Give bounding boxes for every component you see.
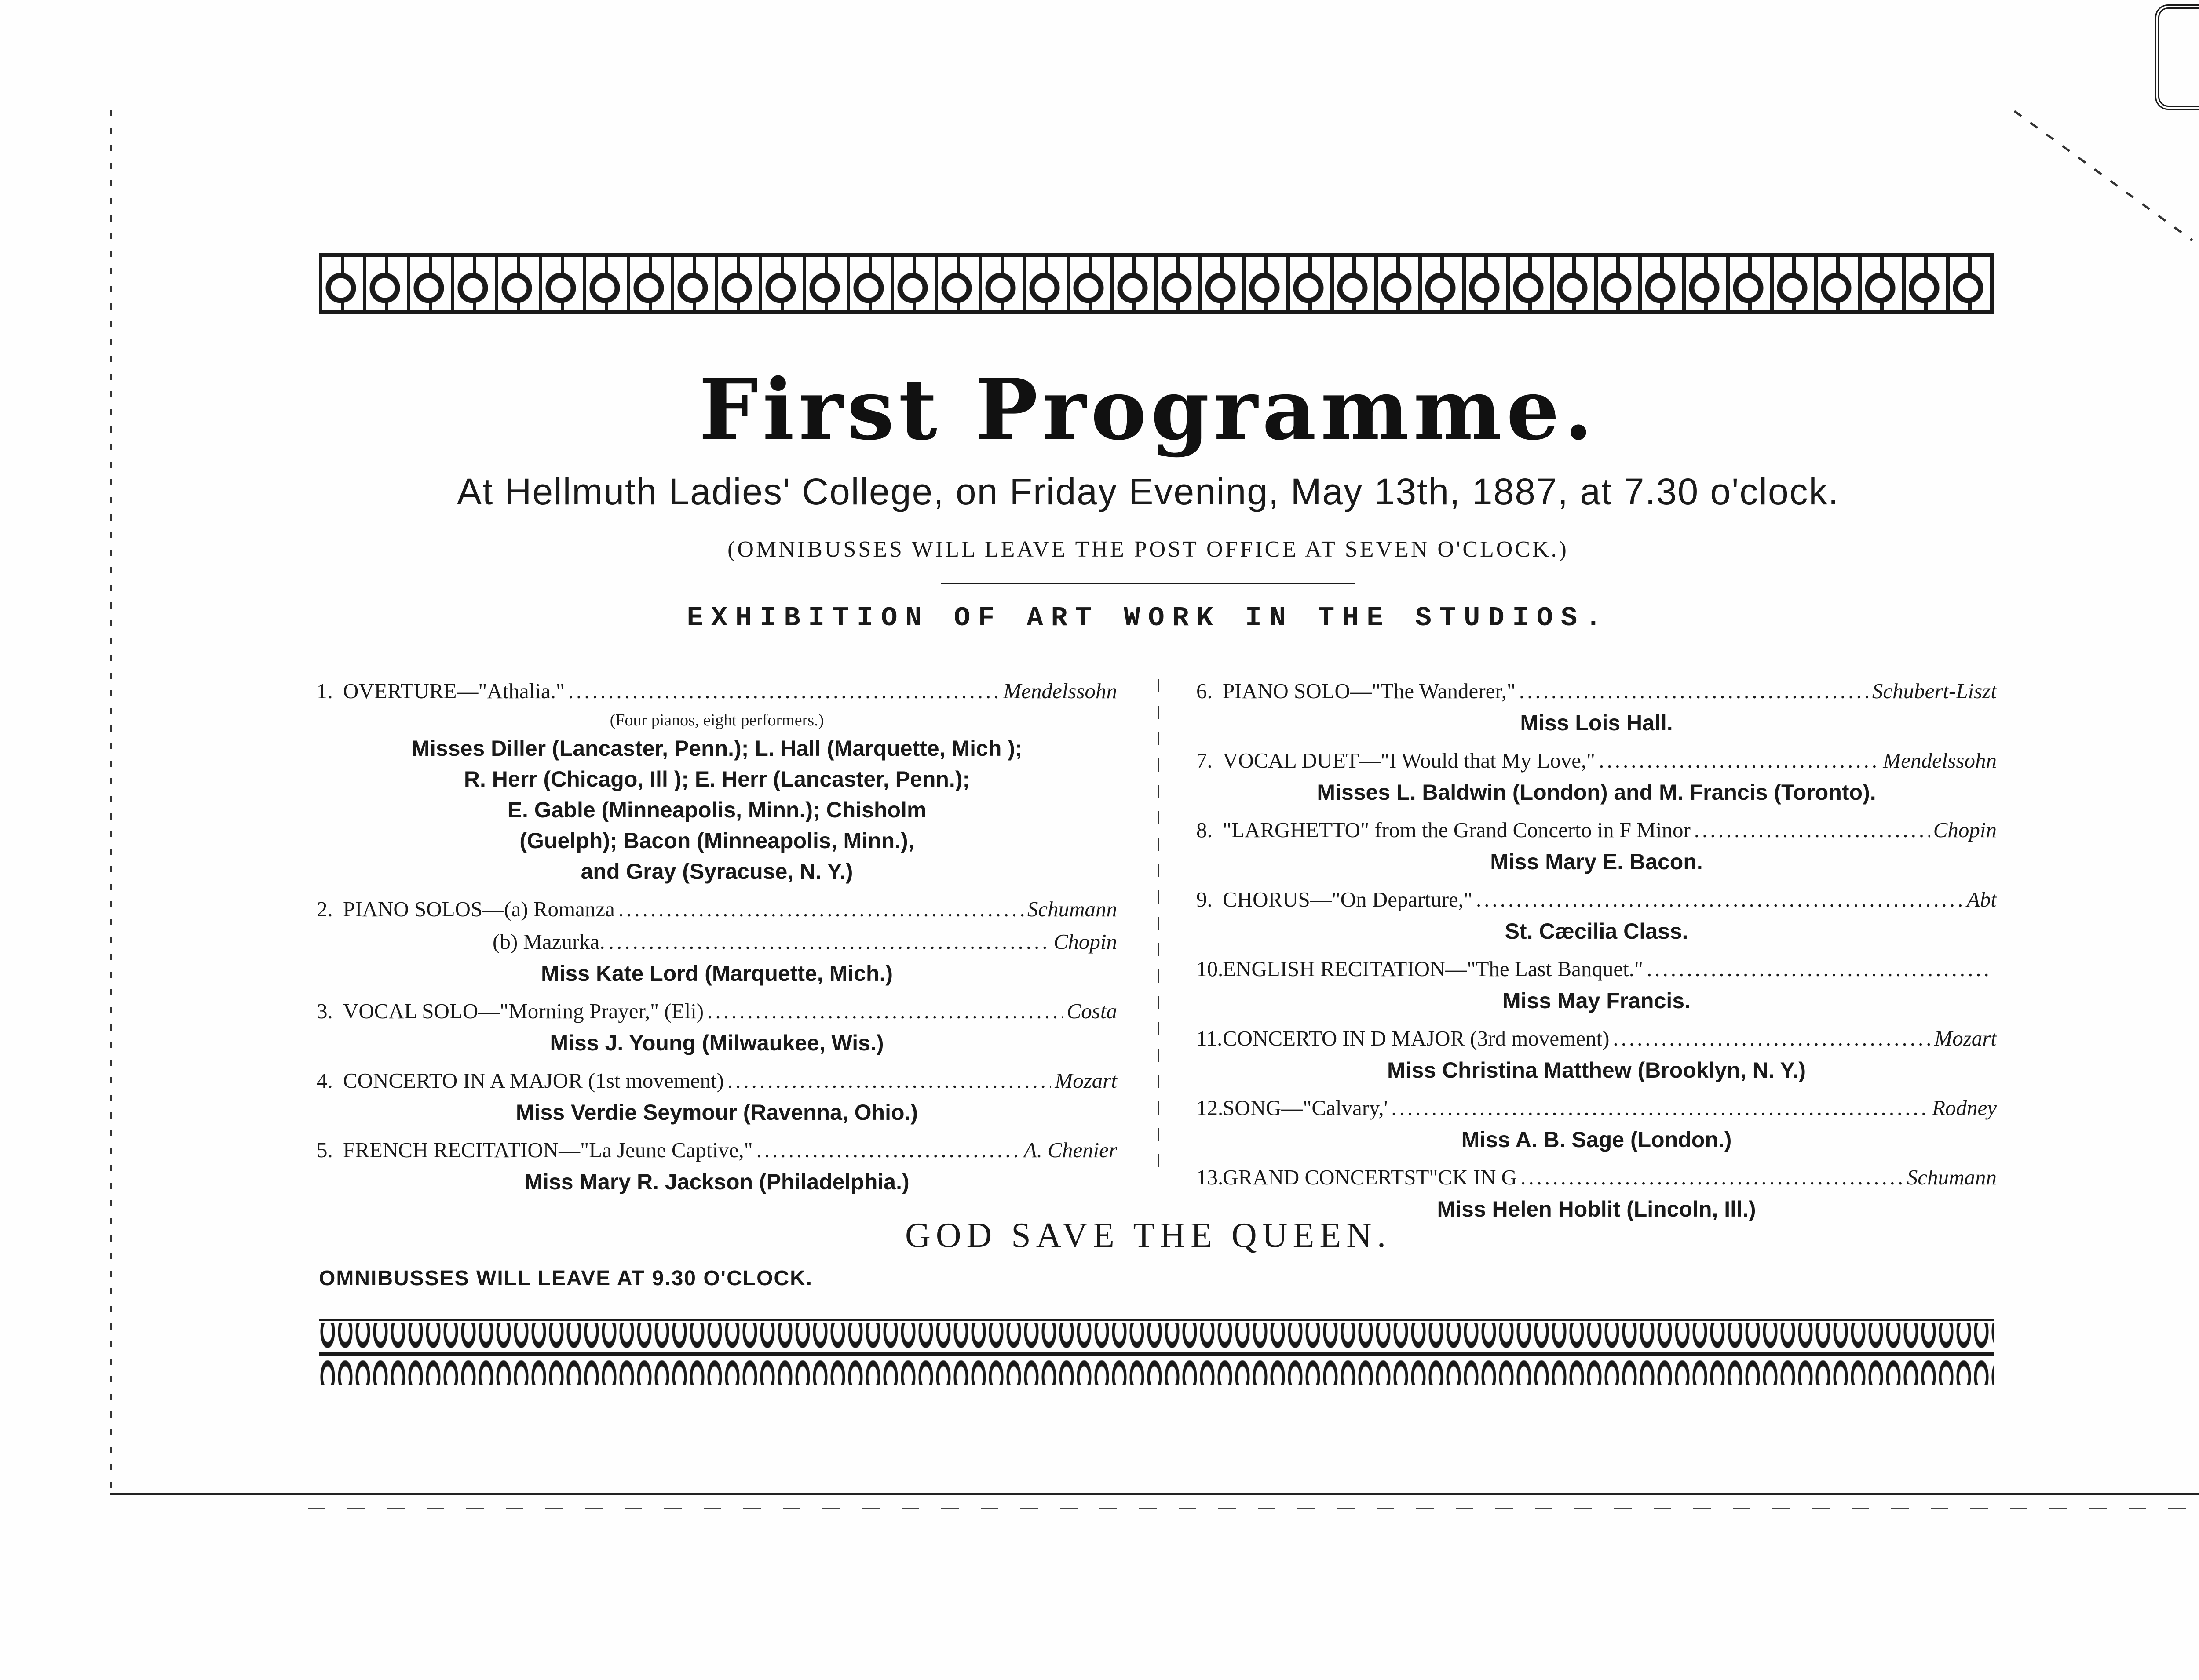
programme-line bbox=[1196, 744, 1997, 777]
leader-dots bbox=[609, 926, 1050, 958]
leader-dots bbox=[1476, 883, 1963, 916]
performers: Miss Helen Hoblit (Lincoln, Ill.) bbox=[1437, 1197, 1756, 1221]
composer: Schumann bbox=[1907, 1165, 1997, 1189]
composer: Abt bbox=[1966, 887, 1997, 911]
programme-line bbox=[317, 675, 1117, 707]
piece-title: PIANO SOLO—"The Wanderer," bbox=[1223, 679, 1516, 703]
programme-item bbox=[317, 995, 1117, 1058]
bottom-ornamental-border bbox=[319, 1319, 1994, 1385]
performers: (Guelph); Bacon (Minneapolis, Minn.), bbox=[519, 828, 914, 853]
piece-title: CONCERTO IN A MAJOR (1st movement) bbox=[343, 1068, 724, 1093]
item-number: 4. bbox=[317, 1068, 333, 1093]
corner-ornament bbox=[2155, 4, 2199, 110]
programme-line bbox=[317, 995, 1117, 1028]
programme-line bbox=[317, 1134, 1117, 1166]
composer: Costa bbox=[1067, 999, 1117, 1023]
item-number: 2. bbox=[317, 897, 333, 921]
corner-diagonal-mark bbox=[2014, 110, 2193, 241]
programme-line bbox=[1196, 1022, 1997, 1055]
programme-item bbox=[317, 893, 1117, 989]
leader-dots bbox=[727, 1064, 1052, 1097]
composer: Chopin bbox=[1933, 818, 1997, 842]
item-number: 5. bbox=[317, 1138, 333, 1162]
leader-dots bbox=[1647, 953, 1993, 985]
performers: and Gray (Syracuse, N. Y.) bbox=[581, 859, 853, 884]
leader-dots bbox=[568, 675, 1000, 707]
performers: Miss J. Young (Milwaukee, Wis.) bbox=[550, 1031, 884, 1055]
programme-line bbox=[1196, 953, 1997, 985]
page-edge-left bbox=[110, 110, 112, 1495]
performers: Miss Kate Lord (Marquette, Mich.) bbox=[541, 961, 893, 986]
piece-title: VOCAL DUET—"I Would that My Love," bbox=[1223, 748, 1596, 773]
performers: E. Gable (Minneapolis, Minn.); Chisholm bbox=[507, 798, 927, 822]
composer: Mendelssohn bbox=[1883, 748, 1997, 773]
item-number: 8. bbox=[1196, 818, 1213, 842]
programme-item bbox=[1196, 744, 1997, 808]
item-number: 3. bbox=[317, 999, 333, 1023]
leader-dots bbox=[1391, 1092, 1929, 1124]
performers: Miss Mary R. Jackson (Philadelphia.) bbox=[524, 1170, 910, 1194]
anthem-line: GOD SAVE THE QUEEN. bbox=[905, 1216, 1392, 1255]
divider-rule bbox=[941, 583, 1355, 584]
performers: Misses L. Baldwin (London) and M. Francis (Toronto). bbox=[1317, 780, 1876, 805]
performers: Miss Mary E. Bacon. bbox=[1490, 849, 1703, 874]
piece-title: GRAND CONCERTST"CK IN G bbox=[1223, 1165, 1517, 1189]
programme-column-left bbox=[317, 675, 1117, 1203]
performers: Miss Christina Matthew (Brooklyn, N. Y.) bbox=[1387, 1058, 1806, 1082]
page-edge-bottom bbox=[110, 1493, 2199, 1495]
programme-item bbox=[1196, 675, 1997, 738]
leader-dots bbox=[1599, 744, 1879, 777]
leader-dots bbox=[1520, 1161, 1903, 1194]
performers: Misses Diller (Lancaster, Penn.); L. Hall (Marquette, Mich ); bbox=[411, 736, 1023, 761]
sub-composer: Chopin bbox=[1053, 929, 1117, 954]
composer: Schubert-Liszt bbox=[1872, 679, 1997, 703]
performers: Miss A. B. Sage (London.) bbox=[1461, 1127, 1732, 1152]
item-number: 12. bbox=[1196, 1096, 1224, 1120]
item-number: 13. bbox=[1196, 1165, 1224, 1189]
leader-dots bbox=[1613, 1022, 1931, 1055]
sub-piece-title: (b) Mazurka. bbox=[493, 929, 605, 954]
programme-line bbox=[1196, 1092, 1997, 1124]
programme-item bbox=[317, 1064, 1117, 1128]
programme-subline bbox=[317, 926, 1117, 958]
column-divider bbox=[1158, 679, 1159, 1167]
leader-dots bbox=[618, 893, 1024, 926]
performers: Miss Lois Hall. bbox=[1520, 711, 1673, 735]
item-number: 1. bbox=[317, 679, 333, 703]
programme-line bbox=[317, 1064, 1117, 1097]
leader-dots bbox=[1694, 814, 1930, 846]
piece-title: VOCAL SOLO—"Morning Prayer," (Eli) bbox=[343, 999, 704, 1023]
piece-title: PIANO SOLOS—(a) Romanza bbox=[343, 897, 615, 921]
composer: Mendelssohn bbox=[1003, 679, 1117, 703]
item-number: 7. bbox=[1196, 748, 1213, 773]
top-ornamental-border bbox=[319, 253, 1994, 314]
page-title: First Programme. bbox=[699, 361, 1597, 459]
programme-column-right bbox=[1196, 675, 1997, 1231]
leader-dots bbox=[707, 995, 1063, 1028]
programme-item bbox=[1196, 814, 1997, 877]
item-number: 10. bbox=[1196, 957, 1224, 981]
piece-title: ENGLISH RECITATION—"The Last Banquet." bbox=[1223, 957, 1644, 981]
composer: Mozart bbox=[1055, 1068, 1117, 1093]
item-number: 6. bbox=[1196, 679, 1213, 703]
programme-item bbox=[317, 675, 1117, 887]
piece-title: CHORUS—"On Departure," bbox=[1223, 887, 1473, 911]
leader-dots bbox=[756, 1134, 1020, 1166]
page-edge-bottom-dashes bbox=[308, 1508, 2199, 1509]
piece-title: CONCERTO IN D MAJOR (3rd movement) bbox=[1223, 1026, 1610, 1050]
composer: Schumann bbox=[1027, 897, 1117, 921]
programme-line bbox=[317, 893, 1117, 926]
performance-note: (Four pianos, eight performers.) bbox=[610, 711, 824, 729]
programme-item bbox=[1196, 1022, 1997, 1086]
performers: St. Cæcilia Class. bbox=[1505, 919, 1688, 944]
performers: R. Herr (Chicago, Ill ); E. Herr (Lancaster, Penn.); bbox=[464, 767, 970, 791]
composer: A. Chenier bbox=[1023, 1138, 1117, 1162]
programme-item bbox=[1196, 883, 1997, 947]
performers: Miss May Francis. bbox=[1502, 988, 1691, 1013]
piece-title: OVERTURE—"Athalia." bbox=[343, 679, 565, 703]
composer: Mozart bbox=[1934, 1026, 1997, 1050]
venue-line: At Hellmuth Ladies' College, on Friday Evening, May 13th, 1887, at 7.30 o'clock. bbox=[457, 471, 1840, 512]
piece-title: "LARGHETTO" from the Grand Concerto in F Minor bbox=[1223, 818, 1691, 842]
programme-item bbox=[1196, 1161, 1997, 1224]
programme-line bbox=[1196, 883, 1997, 916]
performers: Miss Verdie Seymour (Ravenna, Ohio.) bbox=[515, 1100, 918, 1125]
piece-title: SONG—"Calvary,' bbox=[1223, 1096, 1388, 1120]
programme-line bbox=[1196, 1161, 1997, 1194]
item-number: 11. bbox=[1196, 1026, 1223, 1050]
item-number: 9. bbox=[1196, 887, 1213, 911]
composer: Rodney bbox=[1932, 1096, 1997, 1120]
exhibition-heading: EXHIBITION OF ART WORK IN THE STUDIOS. bbox=[687, 602, 1610, 634]
piece-title: FRENCH RECITATION—"La Jeune Captive," bbox=[343, 1138, 753, 1162]
programme-item bbox=[1196, 953, 1997, 1016]
omnibus-note: (OMNIBUSSES WILL LEAVE THE POST OFFICE AT SEVEN O'CLOCK.) bbox=[727, 537, 1569, 562]
leader-dots bbox=[1519, 675, 1869, 707]
programme-line bbox=[1196, 814, 1997, 846]
programme-item bbox=[1196, 1092, 1997, 1155]
programme-line bbox=[1196, 675, 1997, 707]
omnibus-return-note: OMNIBUSSES WILL LEAVE AT 9.30 O'CLOCK. bbox=[319, 1267, 813, 1290]
programme-item bbox=[317, 1134, 1117, 1197]
